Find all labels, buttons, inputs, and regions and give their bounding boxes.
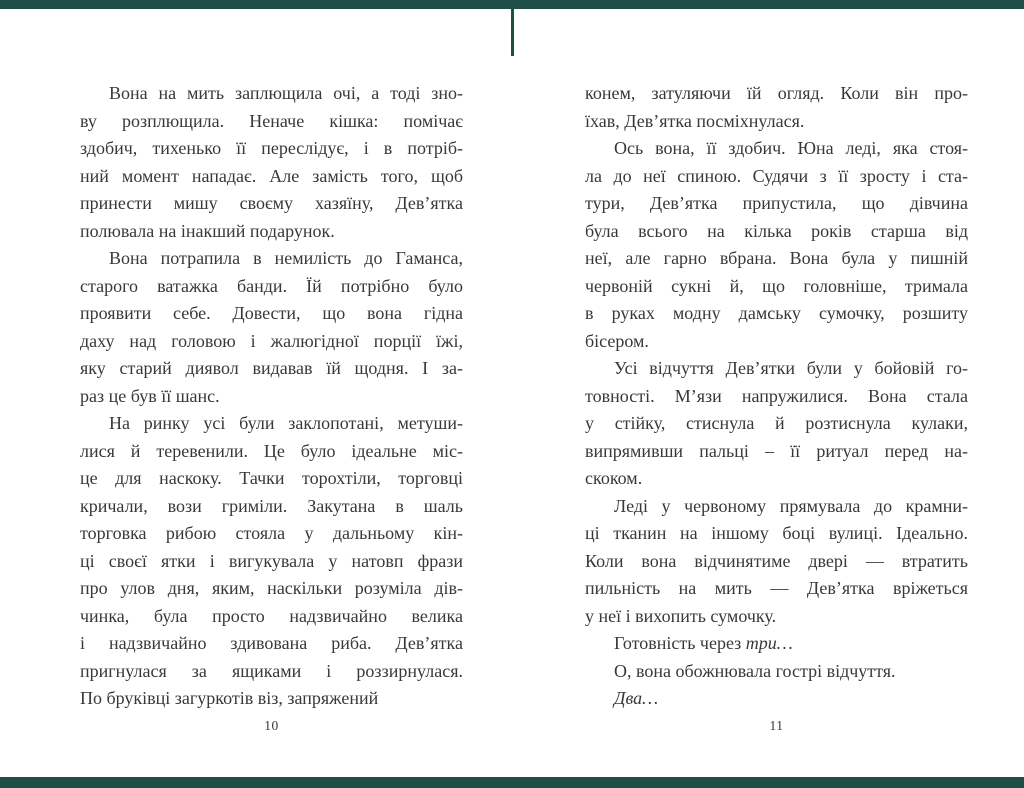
- text-line: в руках модну дамську сумочку, розшиту: [585, 303, 968, 323]
- text-line: Вона на мить заплющила очі, а тоді зно-: [109, 83, 463, 103]
- text-line: Леді у червоному прямувала до крамни-: [614, 495, 968, 516]
- text-line: принести мишу своєму хазяїну, Дев’ятка: [80, 193, 463, 213]
- text-line: пригнулася за ящиками і роззирнулася.: [80, 660, 463, 681]
- text-line: проявити себе. Довести, що вона гідна: [80, 303, 463, 323]
- left-page-number: 10: [264, 718, 279, 733]
- text-line: у стійку, стиснула й розтиснула кулаки,: [585, 413, 968, 433]
- text-line: тури, Дев’ятка припустила, що дівчина: [585, 193, 968, 213]
- left-page-text: [80, 80, 463, 713]
- left-page: [80, 80, 463, 760]
- text-line: чинка, була просто надзвичайно велика: [80, 605, 463, 626]
- spine-divider: [511, 9, 514, 56]
- text-line: ла до неї спиною. Судячи з її зросту і ста-: [585, 165, 968, 186]
- text-line: По бруківці загуркотів віз, запряжений: [80, 688, 379, 708]
- text-line: ці своєї ятки і вигукувала у натовп фрази: [80, 550, 463, 571]
- text-line: у неї і вихопить сумочку.: [585, 605, 777, 626]
- text-line: це для наскоку. Тачки торохтіли, торговці: [80, 468, 463, 488]
- text-line: конем, затуляючи їй огляд. Коли він про-: [585, 83, 968, 103]
- text-line: Ось вона, її здобич. Юна леді, яка стоя-: [614, 138, 968, 158]
- text-line: яку старий диявол видавав їй щодня. І за-: [80, 358, 463, 378]
- text-line: Готовність через три…: [614, 633, 793, 653]
- bottom-border-bar: [0, 777, 1024, 788]
- text-line: пильність на мить — Дев’ятка вріжеться: [585, 578, 968, 598]
- text-line: Два…: [614, 688, 659, 708]
- text-line: бісером.: [585, 330, 649, 351]
- text-line: Коли вона відчинятиме двері — втратить: [585, 550, 968, 571]
- text-line: ний момент нападає. Але замість того, щоб: [80, 165, 463, 186]
- text-line: товності. М’язи напружилися. Вона стала: [585, 385, 968, 406]
- right-page-text: [585, 80, 968, 713]
- text-line: скоком.: [585, 468, 643, 488]
- text-line: старого ватажка банди. Їй потрібно було: [80, 275, 463, 296]
- text-line: лися й теревенили. Це було ідеальне міс-: [80, 440, 463, 461]
- text-line: даху над головою і жалюгідної порції їжі,: [80, 330, 463, 351]
- text-line: здобич, тихенько її переслідує, і в потріб-: [80, 138, 463, 158]
- right-page-number: 11: [769, 718, 784, 733]
- text-line: кричали, вози гриміли. Закутана в шаль: [80, 495, 463, 516]
- text-line: про улов дня, яким, наскільки розуміла дів-: [80, 578, 463, 598]
- text-line: і надзвичайно здивована риба. Дев’ятка: [80, 633, 463, 653]
- text-line: їхав, Дев’ятка посміхнулася.: [585, 110, 805, 131]
- text-line: На ринку усі були заклопотані, метуши-: [109, 413, 463, 433]
- text-line: раз це був її шанс.: [80, 385, 220, 406]
- text-line: Усі відчуття Дев’ятки були у бойовій го-: [614, 358, 968, 378]
- right-page: [585, 80, 968, 760]
- text-line: Вона потрапила в немилість до Гаманса,: [109, 248, 463, 268]
- text-line: червоній сукні й, що головніше, тримала: [585, 275, 968, 296]
- text-line: торговка рибою стояла у дальньому кін-: [80, 523, 463, 543]
- text-line: О, вона обожнювала гострі відчуття.: [614, 660, 896, 681]
- text-line: ці тканин на іншому боці вулиці. Ідеально.: [585, 523, 968, 543]
- text-line: випрямивши пальці – її ритуал перед на-: [585, 440, 968, 461]
- text-line: полювала на інакший подарунок.: [80, 220, 335, 241]
- top-border-bar: [0, 0, 1024, 9]
- text-line: ву розплющила. Неначе кішка: помічає: [80, 110, 463, 131]
- text-line: була всього на кілька років старша від: [585, 220, 968, 241]
- text-line: неї, але гарно вбрана. Вона була у пишній: [585, 248, 968, 268]
